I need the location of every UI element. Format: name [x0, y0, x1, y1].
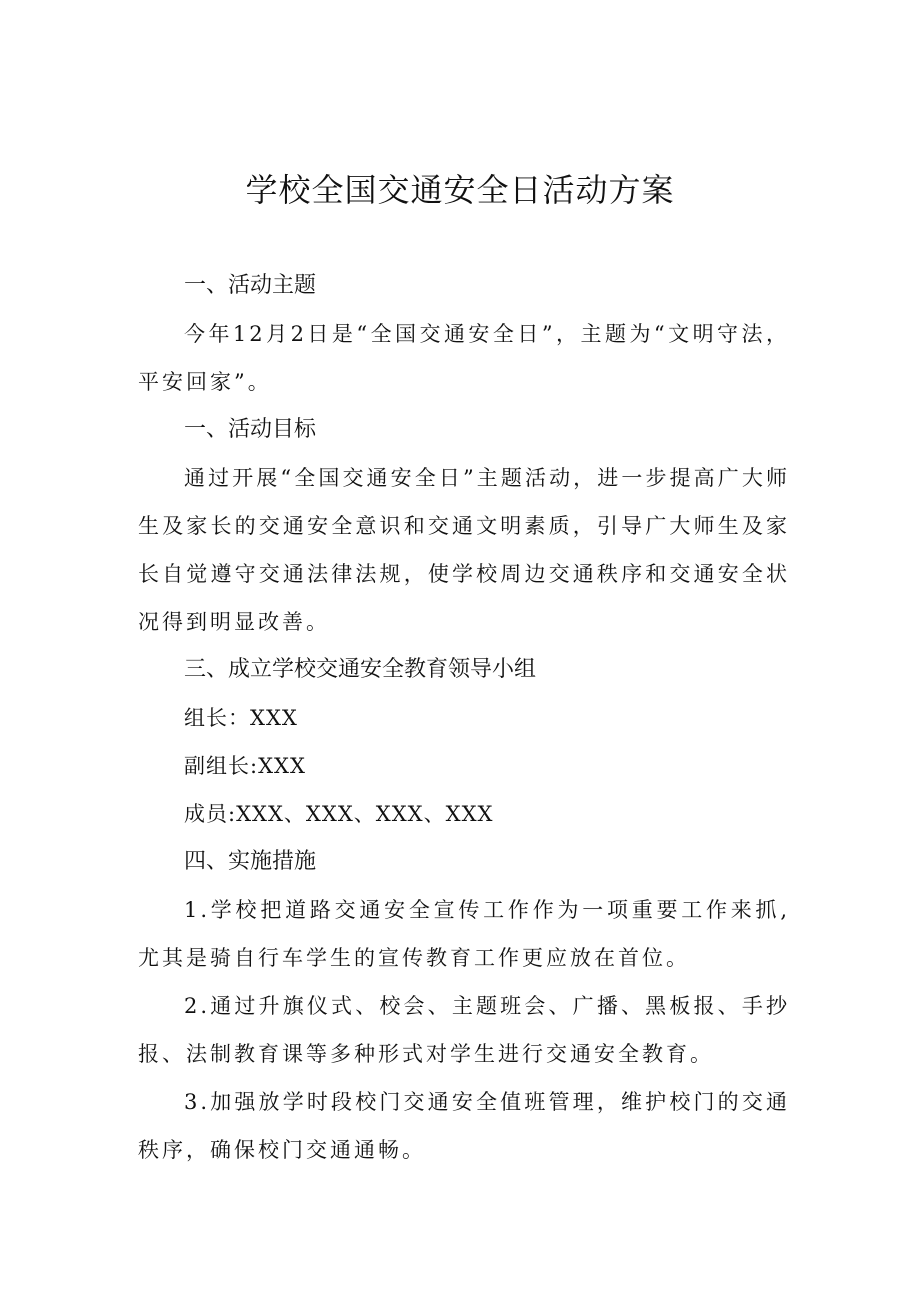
section-heading-measures: 四、实施措施: [184, 849, 317, 874]
document-body: [138, 262, 790, 1174]
leader-line: 组长：XXX: [184, 706, 298, 730]
section-heading-goal: 一、活动目标: [184, 417, 317, 442]
measure-item-2: 2.通过升旗仪式、校会、主题班会、广播、黑板报、手抄报、法制教育课等多种形式对学生进行交通安全教育。: [138, 994, 790, 1066]
paragraph-goal: 通过开展“全国交通安全日”主题活动，进一步提高广大师生及家长的交通安全意识和交通文明素质，引导广大师生及家长自觉遵守交通法律法规，使学校周边交通秩序和交通安全状况得到明显改善。: [138, 466, 790, 634]
section-heading-leadership: 三、成立学校交通安全教育领导小组: [184, 657, 537, 682]
section-heading-theme: 一、活动主题: [184, 273, 317, 298]
document-title: 学校全国交通安全日活动方案: [245, 171, 675, 209]
deputy-leader-line: 副组长:XXX: [184, 754, 306, 778]
members-line: 成员:XXX、XXX、XXX、XXX: [184, 802, 494, 826]
paragraph-theme: 今年12月2日是“全国交通安全日”，主题为“文明守法，平安回家”。: [138, 322, 790, 394]
measure-item-3: 3.加强放学时段校门交通安全值班管理，维护校门的交通秩序，确保校门交通通畅。: [138, 1090, 790, 1162]
measure-item-1: 1.学校把道路交通安全宣传工作作为一项重要工作来抓,尤其是骑自行车学生的宣传教育工作更应放在首位。: [138, 898, 790, 970]
